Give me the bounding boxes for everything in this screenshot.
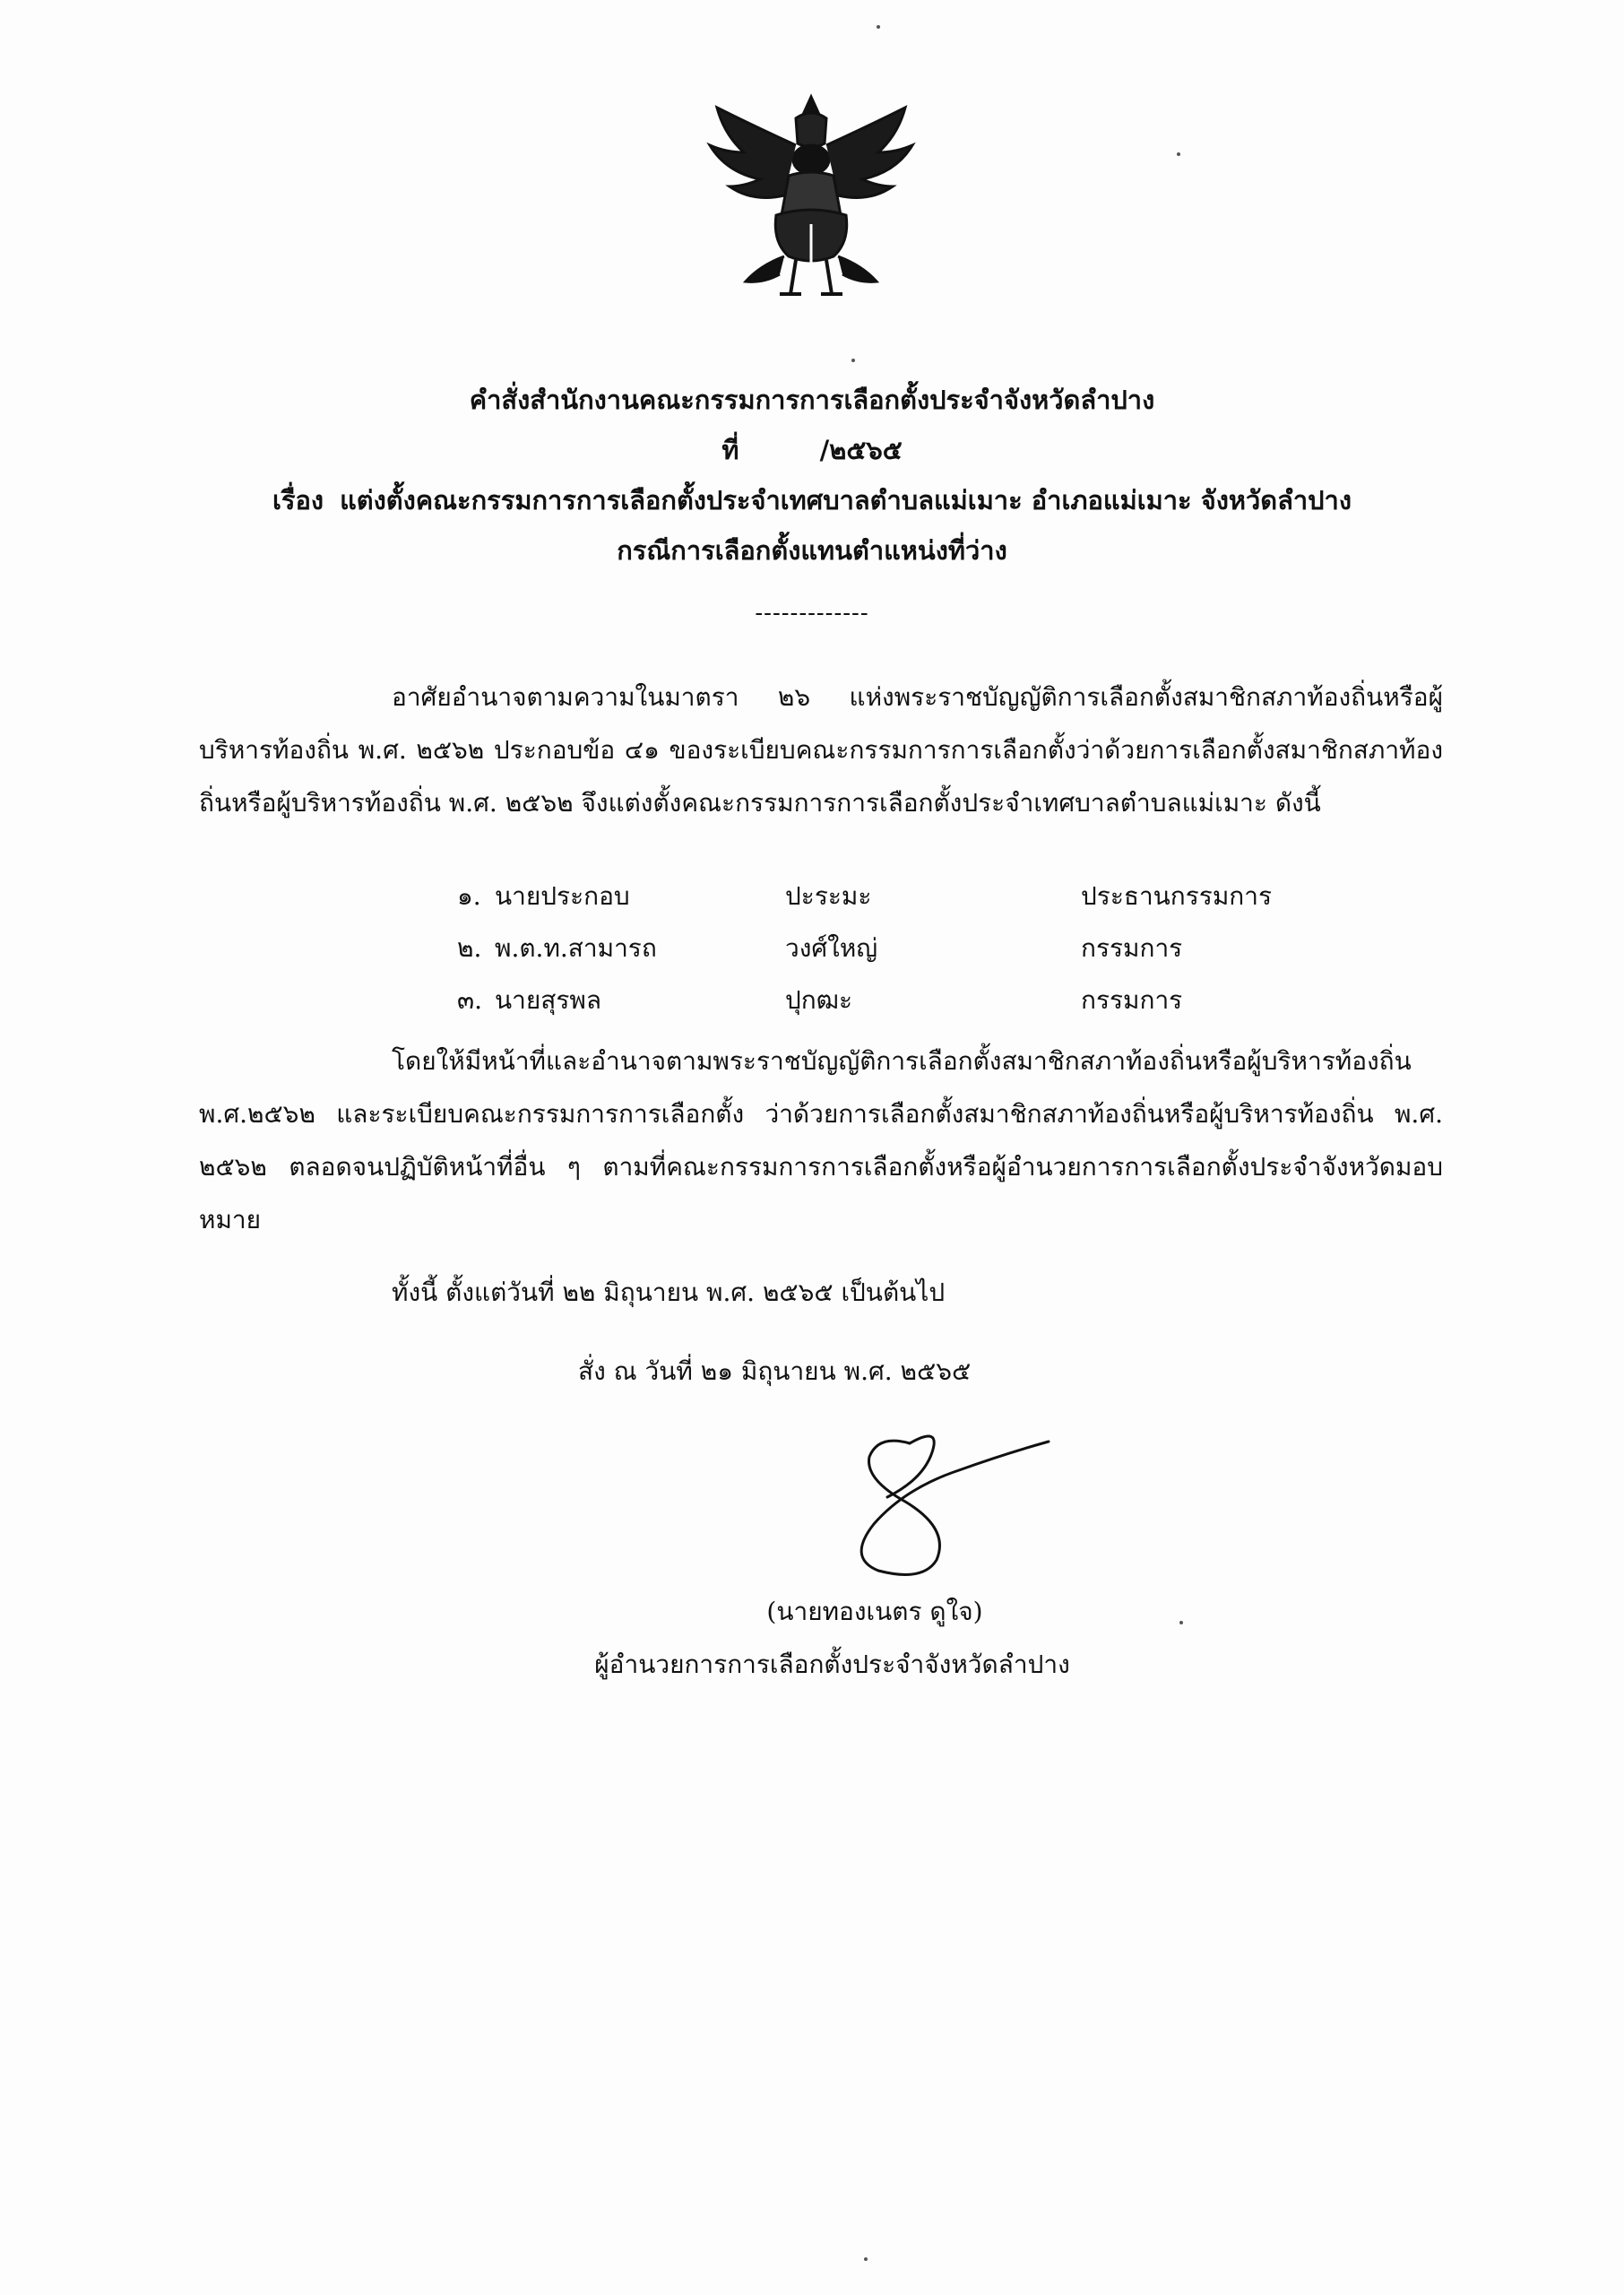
member-role: กรรมการ xyxy=(1081,985,1183,1015)
order-prefix: ที่ xyxy=(721,435,739,465)
list-item xyxy=(0,974,1624,1026)
effective-date: ทั้งนี้ ตั้งแต่วันที่ ๒๒ มิถุนายน พ.ศ. ๒๕๖๕ เป็นต้นไป xyxy=(392,1277,946,1307)
garuda-emblem-icon xyxy=(690,90,932,305)
member-first-name: พ.ต.ท.สามารถ xyxy=(495,933,657,963)
order-number-line xyxy=(0,425,1624,475)
signer-title: ผู้อำนวยการการเลือกตั้งประจำจังหวัดลำปาง xyxy=(594,1650,1070,1679)
member-first-name: นายสุรพล xyxy=(495,985,602,1015)
member-last-name: ปะระมะ xyxy=(785,881,872,911)
subject-text-2: กรณีการเลือกตั้งแทนตำแหน่งที่ว่าง xyxy=(617,535,1007,566)
scan-speck xyxy=(864,2257,868,2261)
member-last-name: วงศ์ใหญ่ xyxy=(785,933,878,963)
member-first-name: นายประกอบ xyxy=(495,881,630,911)
order-year: /๒๕๖๕ xyxy=(819,435,903,465)
order-date: สั่ง ณ วันที่ ๒๑ มิถุนายน พ.ศ. ๒๕๖๕ xyxy=(578,1356,972,1386)
page-title: คำสั่งสำนักงานคณะกรรมการการเลือกตั้งประจำจังหวัดลำปาง xyxy=(469,385,1155,415)
duties-paragraph: โดยให้มีหน้าที่และอำนาจตามพระราชบัญญัติการเลือกตั้งสมาชิกสภาท้องถิ่นหรือผู้บริหารท้องถิ่น พ.ศ.๒๕๖๒ และระเบียบคณะกรรมการการเลือกตั้ง ว่าด้วยการเลือกตั้งสมาชิกสภาท้องถิ่นหรือผู้บริหารท้องถิ่น พ.ศ. ๒๕๖๒ ตลอดจนปฏิบัติหน้าที่อื่น ๆ ตามที่คณะกรรมการการเลือกตั้งหรือผู้อำนวยการการเลือกตั้งประจำจังหวัดมอบหมาย xyxy=(199,1046,1443,1234)
member-index: ๑. xyxy=(457,881,481,911)
list-item xyxy=(0,922,1624,974)
subject-text-1: แต่งตั้งคณะกรรมการการเลือกตั้งประจำเทศบาลตำบลแม่เมาะ อำเภอแม่เมาะ จังหวัดลำปาง xyxy=(340,485,1352,515)
member-index: ๓. xyxy=(457,985,483,1015)
signature-icon xyxy=(825,1416,1058,1587)
authority-paragraph: อาศัยอำนาจตามความในมาตรา ๒๖ แห่งพระราชบัญญัติการเลือกตั้งสมาชิกสภาท้องถิ่นหรือผู้บริหารท้องถิ่น พ.ศ. ๒๕๖๒ ประกอบข้อ ๔๑ ของระเบียบคณะกรรมการการเลือกตั้งว่าด้วยการเลือกตั้งสมาชิกสภาท้องถิ่นหรือผู้บริหารท้องถิ่น พ.ศ. ๒๕๖๒ จึงแต่งตั้งคณะกรรมการการเลือกตั้งประจำเทศบาลตำบลแม่เมาะ ดังนี้ xyxy=(199,682,1443,818)
member-role: ประธานกรรมการ xyxy=(1081,881,1273,911)
subject-label: เรื่อง xyxy=(272,485,324,515)
member-role: กรรมการ xyxy=(1081,933,1183,963)
signer-name: (นายทองเนตร ดูใจ) xyxy=(766,1597,983,1626)
subject-line xyxy=(0,475,1624,525)
member-last-name: ปุกฒะ xyxy=(785,985,853,1015)
scan-speck xyxy=(877,25,880,29)
member-index: ๒. xyxy=(457,933,482,963)
list-item xyxy=(0,870,1624,922)
member-list xyxy=(0,870,1624,1026)
divider: ------------- xyxy=(755,600,869,627)
scan-speck xyxy=(851,359,855,362)
scan-speck xyxy=(1177,152,1180,156)
